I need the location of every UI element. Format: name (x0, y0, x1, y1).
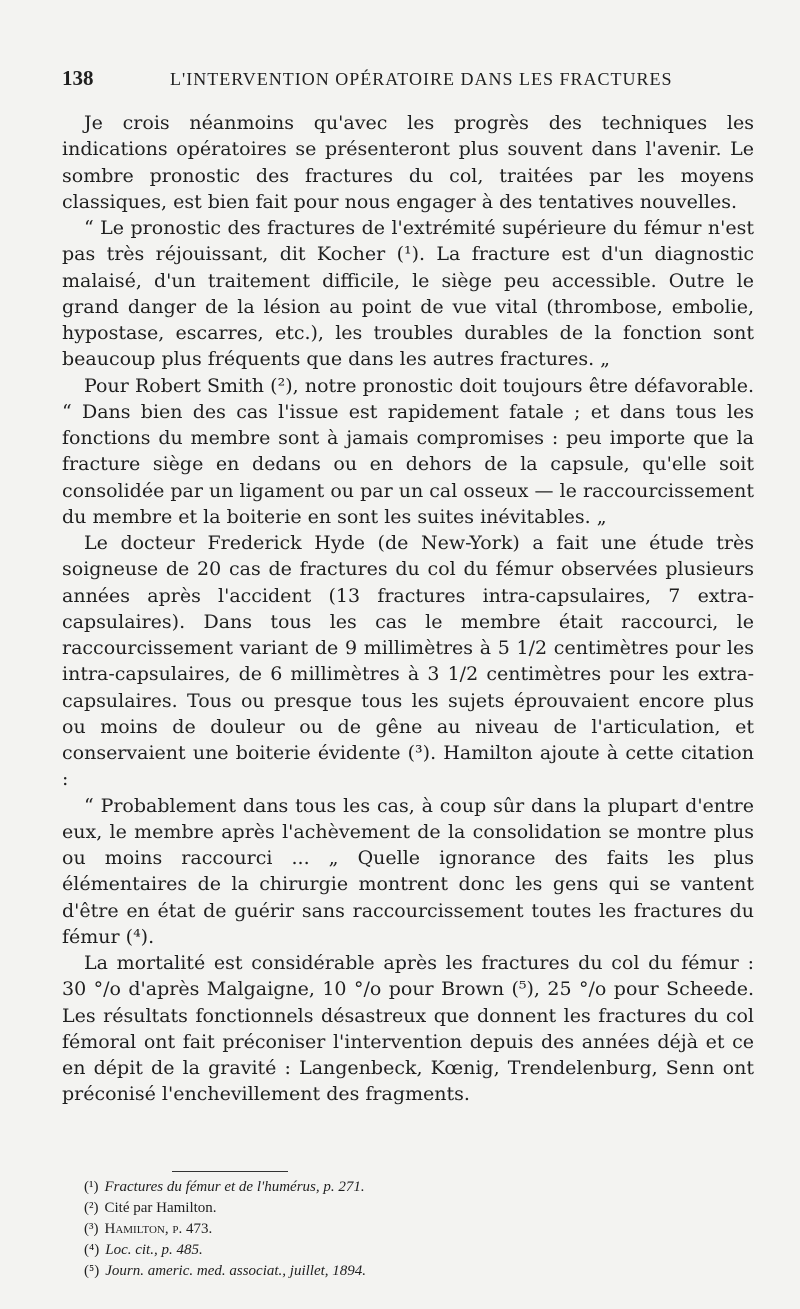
footnote (62, 1219, 682, 1240)
paragraph: Le docteur Frederick Hyde (de New-York) a fait une étude très soigneuse de 20 cas de fractures du col du fémur observées plusieurs années après l'accident (13 fractures intra-capsulaires, 7 extra-capsulaires). Dans tous les cas le membre était raccourci, le raccourcissement variant de 9 millimètres à 5 1/2 centimètres pour les intra-capsulaires, de 6 millimètres à 3 1/2 centimètres pour les extra-capsulaires. Tous ou presque tous les sujets éprouvaient encore plus ou moins de douleur ou de gêne au niveau de l'articulation, et conservaient une boiterie évidente (³). Hamilton ajoute à cette citation : (62, 532, 754, 791)
body-text (62, 110, 754, 1108)
footnote-number: (²) (84, 1200, 99, 1216)
footnote-divider (172, 1171, 288, 1172)
footnote (62, 1177, 682, 1198)
footnotes (62, 1177, 682, 1282)
paragraph: “ Le pronostic des fractures de l'extrémité supérieure du fémur n'est pas très réjouissant, dit Kocher (¹). La fracture est d'un diagnostic malaisé, d'un traitement difficile, le siège peu accessible. Outre le grand danger de la lésion au point de vue vital (thrombose, embolie, hypostase, escarres, etc.), les troubles durables de la fonction sont beaucoup plus fréquents que dans les autres fractures. „ (62, 217, 754, 371)
footnote-text: Hamilton, p. 473. (104, 1221, 213, 1237)
footnote-text: Cité par Hamilton. (104, 1200, 217, 1216)
footnote-number: (⁵) (84, 1263, 100, 1279)
footnote-number: (⁴) (84, 1242, 100, 1258)
page-number: 138 (62, 66, 94, 90)
paragraph: Je crois néanmoins qu'avec les progrès des techniques les indications opératoires se présenteront plus souvent dans l'avenir. Le sombre pronostic des fractures du col, traitées par les moyens classiques, est bien fait pour nous engager à des tentatives nouvelles. (62, 112, 754, 213)
footnote-text: Journ. americ. med. associat., juillet, 1894. (105, 1263, 367, 1279)
footnote-number: (³) (84, 1221, 99, 1237)
footnote-number: (¹) (84, 1179, 99, 1195)
footnote (62, 1240, 682, 1261)
paragraph: La mortalité est considérable après les fractures du col du fémur : 30 °/o d'après Malgaigne, 10 °/o pour Brown (⁵), 25 °/o pour Scheede. Les résultats fonctionnels désastreux que donnent les fractures du col fémoral ont fait préconiser l'intervention depuis des années déjà et ce en dépit de la gravité : Langenbeck, Kœnig, Trendelenburg, Senn ont préconisé l'enchevillement des fragments. (62, 952, 754, 1106)
footnote (62, 1261, 682, 1282)
footnote (62, 1198, 682, 1219)
footnote-text: Fractures du fémur et de l'humérus, p. 271. (104, 1179, 365, 1195)
page-header (62, 66, 752, 96)
paragraph: Pour Robert Smith (²), notre pronostic doit toujours être défavorable. “ Dans bien des cas l'issue est rapidement fatale ; et dans tous les fonctions du membre sont à jamais compromises : peu importe que la fracture siège en dedans ou en dehors de la capsule, qu'elle soit consolidée par un ligament ou par un cal osseux — le raccourcissement du membre et la boiterie en sont les suites inévitables. „ (62, 374, 754, 528)
running-title: L'INTERVENTION OPÉRATOIRE DANS LES FRACTURES (170, 69, 673, 89)
paragraph: “ Probablement dans tous les cas, à coup sûr dans la plupart d'entre eux, le membre après l'achèvement de la consolidation se montre plus ou moins raccourci ... „ Quelle ignorance des faits les plus élémentaires de la chirurgie montrent donc les gens qui se vantent d'être en état de guérir sans raccourcissement toutes les fractures du fémur (⁴). (62, 794, 754, 948)
footnote-text: Loc. cit., p. 485. (105, 1242, 203, 1258)
